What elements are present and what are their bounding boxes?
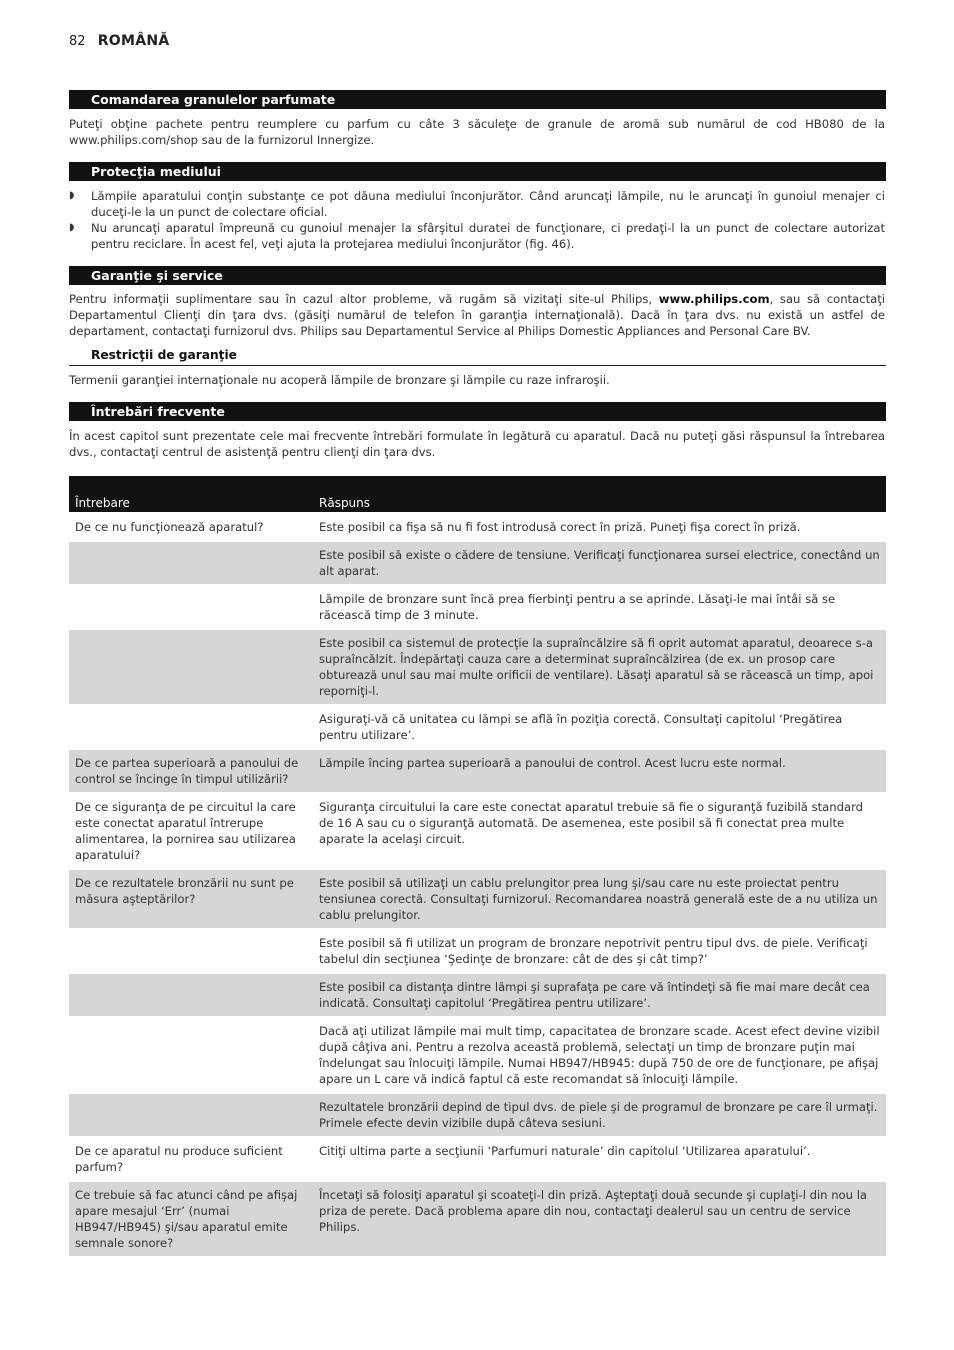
subsection-title: Restricţii de garanţie xyxy=(91,348,237,362)
faq-question-cell: De ce nu funcţionează aparatul? xyxy=(69,514,307,540)
table-row xyxy=(69,706,886,748)
faq-answer-cell: Rezultatele bronzării depind de tipul dvs. de piele şi de programul de bronzare pe care îl urmaţi. Primele efecte devin vizibile după câteva sesiuni. xyxy=(307,1094,886,1136)
table-row xyxy=(69,930,886,972)
faq-answer-cell: Este posibil să fi utilizat un program de bronzare nepotrivit pentru tipul dvs. de piele. Verificaţi tabelul din secţiunea ‘Şedinţe de bronzare: cât de des şi cât timp?’ xyxy=(307,930,886,972)
environment-bullet xyxy=(69,220,885,252)
faq-question-cell xyxy=(69,1018,307,1092)
faq-column-answer: Răspuns xyxy=(307,476,886,512)
table-row xyxy=(69,750,886,792)
faq-answer-cell: Este posibil ca fişa să nu fi fost introdusă corect în priză. Puneţi fişa corect în priză. xyxy=(307,514,886,540)
faq-answer-cell: Este posibil să existe o cădere de tensiune. Verificaţi funcţionarea sursei electrice, conectând un alt aparat. xyxy=(307,542,886,584)
section-title: Garanţie şi service xyxy=(91,268,223,283)
faq-question-cell: De ce partea superioară a panoului de control se încinge în timpul utilizării? xyxy=(69,750,307,792)
faq-answer-cell: Lămpile de bronzare sunt încă prea fierbinţi pentru a se aprinde. Lăsaţi-le mai întâi să se răcească timp de 3 minute. xyxy=(307,586,886,628)
faq-question-cell xyxy=(69,974,307,1016)
faq-answer-cell: Siguranţa circuitului la care este conectat aparatul trebuie să fie o siguranţă fuzibilă standard de 16 A sau cu o siguranţă automată. De asemenea, este posibil să fi conectat prea multe aparate la acelaşi circuit. xyxy=(307,794,886,868)
faq-question-cell xyxy=(69,586,307,628)
table-row xyxy=(69,1018,886,1092)
warranty-restrictions-heading xyxy=(69,346,886,366)
faq-question-cell: De ce siguranţa de pe circuitul la care este conectat aparatul întrerupe alimentarea, la pornirea sau utilizarea aparatului? xyxy=(69,794,307,868)
faq-header-row xyxy=(69,476,886,512)
warranty-text-after: , sau să contactaţi Departamentul Clienţi din ţara dvs. (găsiţi numărul de telefon în garanţia internaţională). Dacă în ţara dvs. nu există un astfel de departament, contactaţi furnizorul dvs. Philips sau Departamentul Service al Philips Domestic Appliances and Personal Care BV. xyxy=(69,292,885,338)
bullet-text: Lămpile aparatului conţin substanţe ce pot dăuna mediului înconjurător. Când aruncaţi lămpile, nu le aruncaţi în gunoiul menajer ci duceţi-le la un punct de colectare oficial. xyxy=(91,189,885,219)
faq-answer-cell: Asiguraţi-vă că unitatea cu lămpi se află în poziţia corectă. Consultaţi capitolul ‘Pregătirea pentru utilizare’. xyxy=(307,706,886,748)
section-heading-order xyxy=(69,90,886,109)
faq-column-question: Întrebare xyxy=(69,476,307,512)
bullet-text: Nu aruncaţi aparatul împreună cu gunoiul menajer la sfârşitul duratei de funcţionare, ci predaţi-l la un punct de colectare autorizat pentru reciclare. În acest fel, veţi ajuta la protejarea mediului înconjurător (fig. 46). xyxy=(91,221,885,251)
faq-question-cell: De ce aparatul nu produce suficient parfum? xyxy=(69,1138,307,1180)
faq-question-cell xyxy=(69,1094,307,1136)
section-title: Întrebări frecvente xyxy=(91,404,225,419)
table-row xyxy=(69,1094,886,1136)
table-row xyxy=(69,974,886,1016)
section-title: Protecţia mediului xyxy=(91,164,221,179)
bullet-icon: ◗ xyxy=(69,222,75,233)
table-row xyxy=(69,586,886,628)
warranty-restrictions-paragraph: Termenii garanţiei internaţionale nu acoperă lămpile de bronzare şi lămpile cu raze infraroşii. xyxy=(69,373,610,387)
faq-answer-cell: Dacă aţi utilizat lămpile mai mult timp, capacitatea de bronzare scade. Acest efect devine vizibil după câţiva ani. Pentru a rezolva această problemă, selectaţi un timp de bronzare puţin mai îndelungat sau înlocuiţi lămpile. Numai HB947/HB945: după 750 de ore de funcţionare, pe afişaj apare un L care vă indică faptul că este recomandat să înlocuiţi lămpile. xyxy=(307,1018,886,1092)
page-header xyxy=(69,33,170,49)
faq-question-cell: Ce trebuie să fac atunci când pe afişaj apare mesajul ‘Err’ (numai HB947/HB945) şi/sau aparatul emite semnale sonore? xyxy=(69,1182,307,1256)
table-row xyxy=(69,630,886,704)
table-row xyxy=(69,1138,886,1180)
faq-table xyxy=(69,474,886,1258)
page-number: 82 xyxy=(69,34,86,49)
table-row xyxy=(69,514,886,540)
section-title: Comandarea granulelor parfumate xyxy=(91,92,336,107)
faq-question-cell xyxy=(69,706,307,748)
table-row xyxy=(69,542,886,584)
environment-bullet xyxy=(69,188,885,220)
table-row xyxy=(69,1182,886,1256)
faq-question-cell: De ce rezultatele bronzării nu sunt pe măsura aşteptărilor? xyxy=(69,870,307,928)
faq-answer-cell: Este posibil ca distanţa dintre lămpi şi suprafaţa pe care vă întindeţi să fie mai mare decât cea indicată. Consultaţi capitolul ‘Pregătirea pentru utilizare’. xyxy=(307,974,886,1016)
table-row xyxy=(69,870,886,928)
bullet-icon: ◗ xyxy=(69,190,75,201)
philips-website-link[interactable]: www.philips.com xyxy=(658,292,770,306)
faq-question-cell xyxy=(69,542,307,584)
faq-answer-cell: Lămpile încing partea superioară a panoului de control. Acest lucru este normal. xyxy=(307,750,886,792)
faq-answer-cell: Încetaţi să folosiţi aparatul şi scoateţi-l din priză. Aşteptaţi două secunde şi cuplaţi-l din nou la priza de perete. Dacă problema apare din nou, contactaţi dealerul sau un centru de service Philips. xyxy=(307,1182,886,1256)
faq-answer-cell: Citiţi ultima parte a secţiunii ‘Parfumuri naturale’ din capitolul ‘Utilizarea aparatului’. xyxy=(307,1138,886,1180)
faq-answer-cell: Este posibil ca sistemul de protecţie la supraîncălzire să fi oprit automat aparatul, deoarece s-a supraîncălzit. Îndepărtaţi cauza care a determinat supraîncălzirea (de ex. un prosop care obturează unul sau mai multe orificii de ventilare). Lăsaţi aparatul să se răcească un timp, apoi reporniţi-l. xyxy=(307,630,886,704)
language-title: ROMÂNĂ xyxy=(97,33,170,49)
faq-table-body xyxy=(69,514,886,1256)
warranty-paragraph xyxy=(69,291,885,339)
faq-answer-cell: Este posibil să utilizaţi un cablu prelungitor prea lung şi/sau care nu este proiectat pentru tensiunea corectă. Consultaţi furnizorul. Recomandarea noastră generală este de a nu utiliza un cablu prelungitor. xyxy=(307,870,886,928)
section-heading-warranty xyxy=(69,266,886,285)
order-paragraph: Puteţi obţine pachete pentru reumplere cu parfum cu câte 3 săculeţe de granule de aromă sub numărul de cod HB080 de la www.philips.com/shop sau de la furnizorul Innergize. xyxy=(69,117,885,147)
table-row xyxy=(69,794,886,868)
section-heading-environment xyxy=(69,162,886,181)
section-heading-faq xyxy=(69,402,886,421)
faq-question-cell xyxy=(69,930,307,972)
faq-intro-paragraph: În acest capitol sunt prezentate cele mai frecvente întrebări formulate în legătură cu aparatul. Dacă nu puteţi găsi răspunsul la întrebarea dvs., contactaţi centrul de asistenţă pentru clienţi din ţara dvs. xyxy=(69,429,885,459)
warranty-text-before: Pentru informaţii suplimentare sau în cazul altor probleme, vă rugăm să vizitaţi site-ul Philips, xyxy=(69,292,659,306)
faq-question-cell xyxy=(69,630,307,704)
